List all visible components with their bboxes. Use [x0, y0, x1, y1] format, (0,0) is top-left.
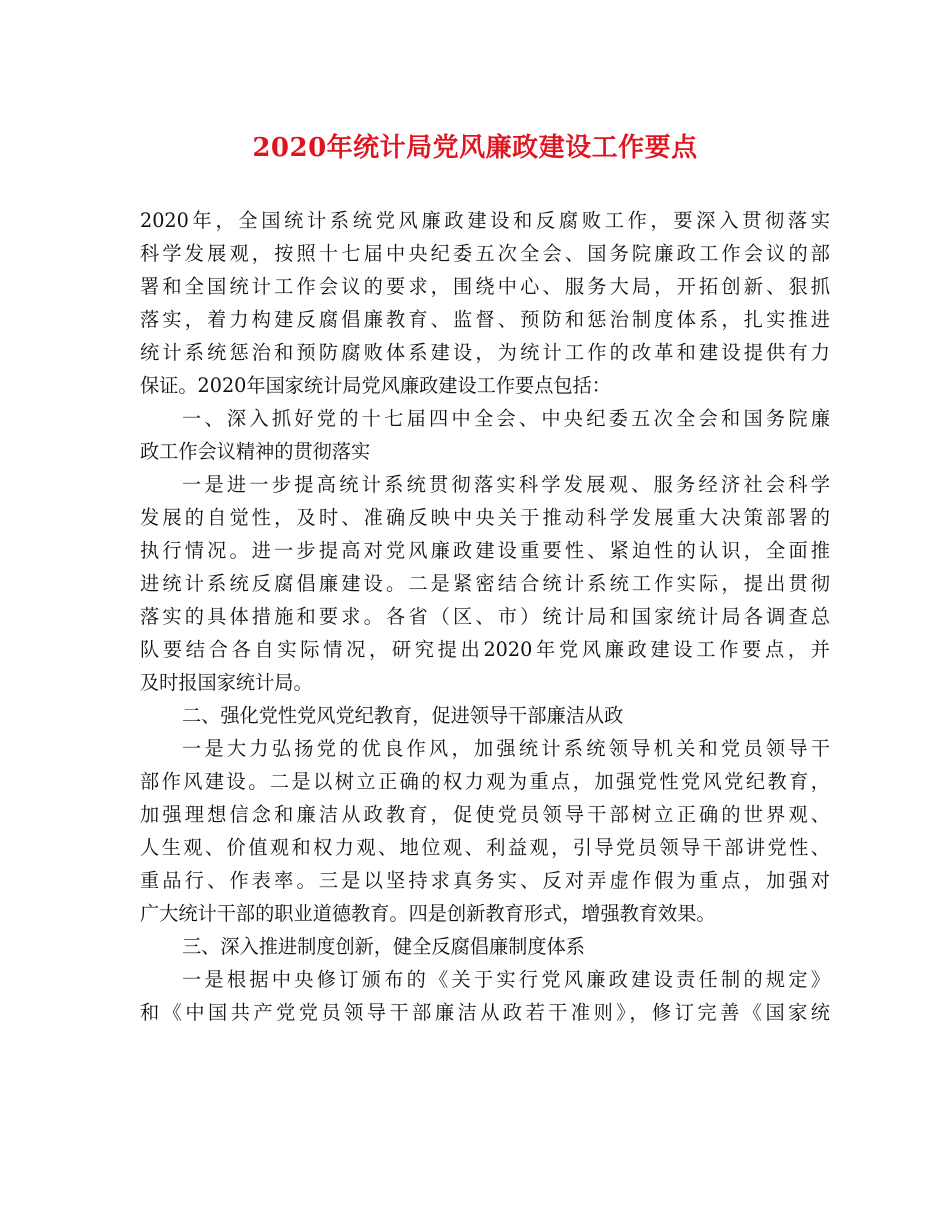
text-line: 部作风建设。二是以树立正确的权力观为重点，加强党性党风党纪教育， — [140, 770, 830, 793]
text-line: 广大统计干部的职业道德教育。四是创新教育形式，增强教育效果。 — [140, 902, 716, 925]
text-line: 科学发展观，按照十七届中央纪委五次全会、国务院廉政工作会议的部 — [140, 242, 830, 265]
text-line: 一是进一步提高统计系统贯彻落实科学发展观、服务经济社会科学 — [182, 473, 830, 496]
text-line: 保证。2020年国家统计局党风廉政建设工作要点包括： — [140, 374, 611, 397]
text-line: 二、强化党性党风党纪教育，促进领导干部廉洁从政 — [182, 704, 624, 727]
text-line: 重品行、作表率。三是以坚持求真务实、反对弄虚作假为重点，加强对 — [140, 869, 830, 892]
text-line: 加强理想信念和廉洁从政教育，促使党员领导干部树立正确的世界观、 — [140, 803, 830, 826]
text-line: 一是大力弘扬党的优良作风，加强统计系统领导机关和党员领导干 — [182, 737, 830, 760]
document-title: 2020年统计局党风廉政建设工作要点 — [252, 133, 698, 163]
text-line: 及时报国家统计局。 — [140, 671, 313, 694]
text-line: 政工作会议精神的贯彻落实 — [140, 440, 371, 463]
text-line: 进统计系统反腐倡廉建设。二是紧密结合统计系统工作实际，提出贯彻 — [140, 572, 830, 595]
text-line: 一是根据中央修订颁布的《关于实行党风廉政建设责任制的规定》 — [182, 968, 830, 991]
text-line: 统计系统惩治和预防腐败体系建设，为统计工作的改革和建设提供有力 — [140, 341, 830, 364]
text-line: 队要结合各自实际情况，研究提出2020年党风廉政建设工作要点，并 — [140, 638, 830, 661]
text-line: 一、深入抓好党的十七届四中全会、中央纪委五次全会和国务院廉 — [182, 407, 830, 430]
text-line: 落实，着力构建反腐倡廉教育、监督、预防和惩治制度体系，扎实推进 — [140, 308, 830, 331]
text-line: 人生观、价值观和权力观、地位观、利益观，引导党员领导干部讲党性、 — [140, 836, 830, 859]
text-line: 发展的自觉性，及时、准确反映中央关于推动科学发展重大决策部署的 — [140, 506, 830, 529]
text-line: 和《中国共产党党员领导干部廉洁从政若干准则》，修订完善《国家统 — [140, 1001, 830, 1024]
text-line: 三、深入推进制度创新，健全反腐倡廉制度体系 — [182, 935, 585, 958]
document-body — [140, 204, 830, 1029]
text-line: 执行情况。进一步提高对党风廉政建设重要性、紧迫性的认识，全面推 — [140, 539, 830, 562]
text-line: 署和全国统计工作会议的要求，围绕中心、服务大局，开拓创新、狠抓 — [140, 275, 830, 298]
text-line: 2020年，全国统计系统党风廉政建设和反腐败工作，要深入贯彻落实 — [140, 209, 830, 232]
text-line: 落实的具体措施和要求。各省（区、市）统计局和国家统计局各调查总 — [140, 605, 830, 628]
